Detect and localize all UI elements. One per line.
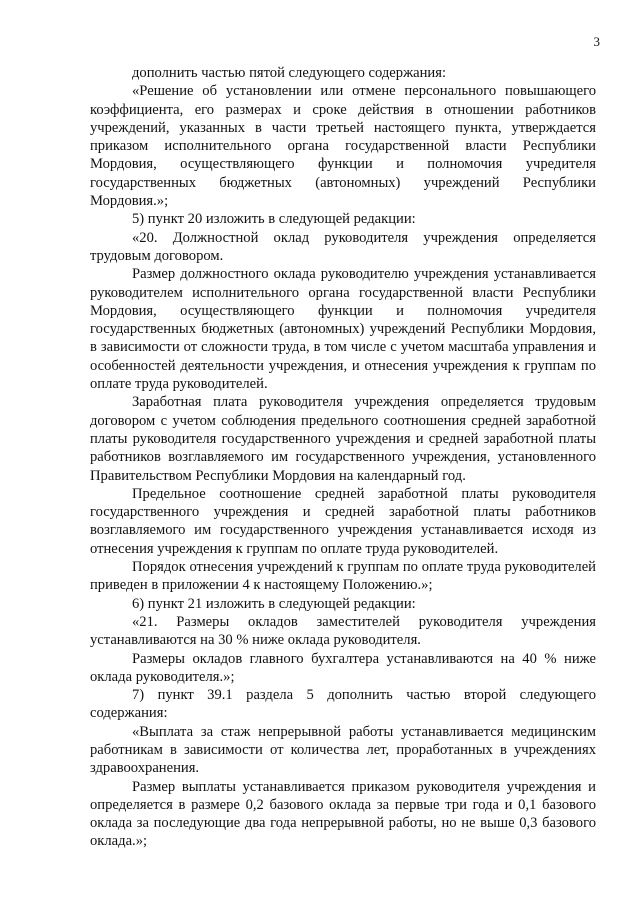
paragraph-wage-ratio: Предельное соотношение средней заработной платы руководителя государственного учреждения и средней заработной платы работников возглавляемого им государственного учреждения устанавливается исходя из отнесения учреждения к группам по оплате труда руководителей. <box>90 485 596 557</box>
paragraph-clause-20: «20. Должностной оклад руководителя учреждения определяется трудовым договором. <box>90 229 596 264</box>
paragraph-clause-21: «21. Размеры окладов заместителей руководителя учреждения устанавливаются на 30 % ниже оклада руководителя. <box>90 613 596 649</box>
paragraph-intro: дополнить частью пятой следующего содержания: <box>132 65 447 81</box>
paragraph-chief-accountant: Размеры окладов главного бухгалтера устанавливаются на 40 % ниже оклада руководителя.»; <box>90 650 596 685</box>
paragraph-payment-size: Размер выплаты устанавливается приказом руководителя учреждения и определяется в размере 0,2 базового оклада за первые три года и 0,1 базового оклада за последующие два года непрерывной работы, но не выше 0,3 базового оклада.»; <box>90 778 596 850</box>
document-body <box>90 64 596 851</box>
paragraph-item-5: 5) пункт 20 изложить в следующей редакции: <box>132 211 416 228</box>
paragraph-group-order: Порядок отнесения учреждений к группам по оплате труда руководителей приведен в приложении 4 к настоящему Положению.»; <box>90 559 596 594</box>
paragraph-salary-size: Размер должностного оклада руководителю учреждения устанавливается руководителем исполнительного органа государственной власти Республики Мордовия, осуществляющего функции и полномочия учредителя государственных бюджетных (автономных) учреждений Республики Мордовия, в зависимости от сложности труда, в том числе с учетом масштаба управления и особенностей деятельности учреждения, и отнесения учреждения к группам по оплате труда руководителей. <box>90 266 596 393</box>
paragraph-seniority-payment: «Выплата за стаж непрерывной работы устанавливается медицинским работникам в зависимости от количества лет, проработанных в учреждениях здравоохранения. <box>90 723 596 777</box>
paragraph-wage-contract: Заработная плата руководителя учреждения определяется трудовым договором с учетом соблюдения предельного соотношения средней заработной платы руководителя государственного учреждения и средней заработной платы работников возглавляемого им государственного учреждения, установленного Правительством Республики Мордовия на календарный год. <box>90 394 596 484</box>
paragraph-item-7: 7) пункт 39.1 раздела 5 дополнить частью второй следующего содержания: <box>90 687 596 722</box>
paragraph-item-6: 6) пункт 21 изложить в следующей редакции: <box>132 595 416 612</box>
paragraph-coefficient-decision: «Решение об установлении или отмене персонального повышающего коэффициента, его размерах и сроке действия в отношении работников учреждений, указанных в части третьей настоящего пункта, утверждается приказом исполнительного органа государственной власти Республики Мордовия, осуществляющего функции и полномочия учредителя государственных бюджетных (автономных) учреждений Республики Мордовия.»; <box>90 83 596 210</box>
page-number: 3 <box>593 34 600 49</box>
